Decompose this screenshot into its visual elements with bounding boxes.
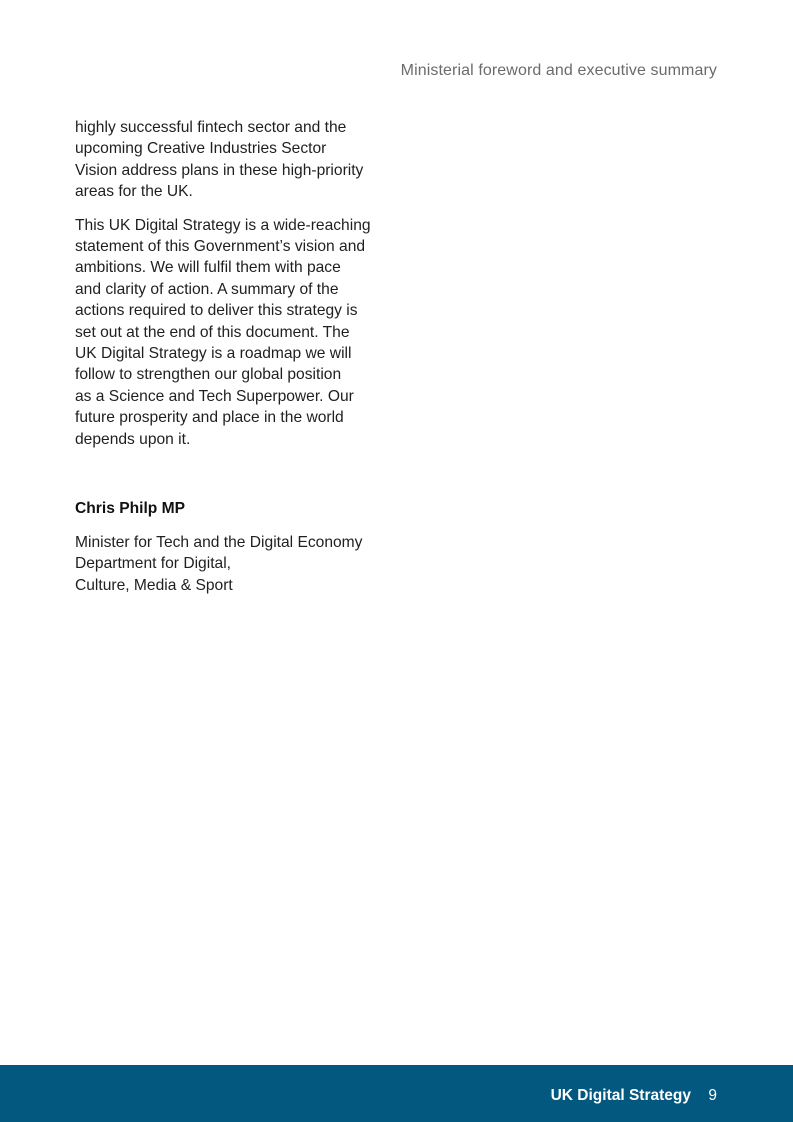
text-line: as a Science and Tech Superpower. Our [75,387,354,405]
text-line: actions required to deliver this strategy is [75,302,358,320]
footer-doc-title: UK Digital Strategy [550,1087,691,1104]
text-line: highly successful fintech sector and the [75,119,347,136]
page-number: 9 [708,1087,717,1104]
role-line: Culture, Media & Sport [75,576,233,594]
text-line: future prosperity and place in the world [75,409,344,427]
text-line: areas for the UK. [75,183,193,201]
signatory-name: Chris Philp MP [75,500,186,517]
footer-band [0,1065,793,1122]
signatory-role [75,532,405,596]
text-line: set out at the end of this document. The [75,323,350,341]
text-line: follow to strengthen our global position [75,366,342,384]
role-line: Department for Digital, [75,555,231,573]
text-line: Vision address plans in these high-priority [75,161,364,179]
signatory-block [75,498,405,596]
text-line: upcoming Creative Industries Sector [75,140,327,158]
text-line: UK Digital Strategy is a roadmap we will [75,345,352,363]
text-line: This UK Digital Strategy is a wide-reaching [75,216,371,234]
role-line: Minister for Tech and the Digital Economy [75,534,363,551]
running-header: Ministerial foreword and executive summary [400,62,717,79]
text-line: depends upon it. [75,430,191,448]
text-line: and clarity of action. A summary of the [75,280,339,298]
body-text [75,117,385,462]
text-line: ambitions. We will fulfil them with pace [75,259,341,277]
paragraph-1 [75,117,385,203]
paragraph-2 [75,215,385,450]
text-line: statement of this Government’s vision and [75,238,366,256]
